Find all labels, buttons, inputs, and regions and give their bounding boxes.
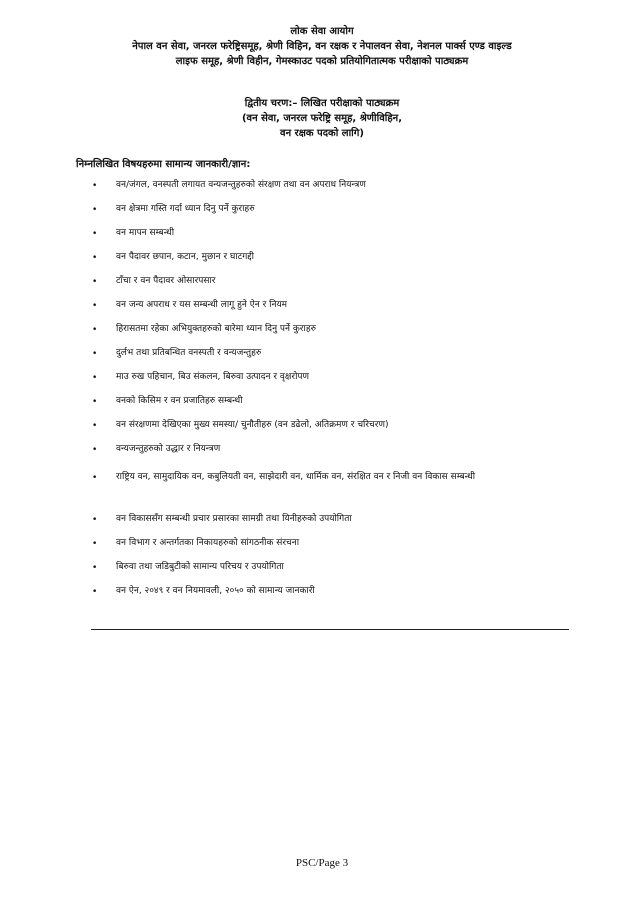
commission-title: लोक सेवा आयोग [290,26,354,37]
list-item [92,370,570,394]
list-item [92,512,570,536]
bullet-icon: • [92,373,98,383]
bullet-icon: • [92,587,98,597]
topic-text: राष्ट्रिय वन, सामुदायिक वन, कबुलियती वन, साझेदारी वन, धार्मिक वन, संरक्षित वन र निजी वन विकास सम्बन्धी [116,472,476,482]
page-footer: PSC/Page 3 [295,857,349,869]
bullet-icon: • [92,277,98,287]
bullet-icon: • [92,181,98,191]
topic-text: वन संरक्षणमा देखिएका मुख्य समस्या/ चुनौतीहरु (वन डढेलो, अतिक्रमण र चरिचरण) [116,420,389,430]
list-item [92,560,570,584]
topic-text: वनको किसिम र वन प्रजातिहरु सम्बन्धी [116,396,243,406]
stage-heading [60,96,584,141]
section-heading: निम्नलिखित विषयहरुमा सामान्य जानकारी/ज्ञान: [76,159,251,170]
topic-text: माउ रुख पहिचान, बिउ संकलन, बिरुवा उत्पादन र वृक्षरोपण [116,372,310,382]
bullet-icon: • [92,563,98,573]
topic-text: हिरासतमा रहेका अभियुक्तहरुको बारेमा ध्यान दिनु पर्ने कुराहरु [116,324,316,334]
stage-subtitle-line-1: (वन सेवा, जनरल फरेष्ट्रि समूह, श्रेणीविहिन, [241,113,402,124]
bullet-icon: • [92,349,98,359]
list-item [92,442,570,466]
topic-text: टाँचा र वन पैदावर ओसारपसार [116,276,216,286]
bullet-icon: • [92,301,98,311]
document-header [60,24,584,69]
list-item [92,250,570,274]
section-divider [91,629,569,630]
list-item [92,346,570,370]
bullet-icon: • [92,325,98,335]
topic-text: वन विकाससँग सम्बन्धी प्रचार प्रसारका सामग्री तथा यिनीहरुको उपयोगिता [116,514,352,524]
list-item [92,226,570,250]
list-item [92,536,570,560]
header-line-2: नेपाल वन सेवा, जनरल फरेष्ट्रिसमूह, श्रेणी विहिन, वन रक्षक र नेपालवन सेवा, नेशनल पार्क्स एण्ड वाइल्ड [132,41,512,52]
list-item [92,394,570,418]
list-item [92,418,570,442]
bullet-icon: • [92,205,98,215]
bullet-icon: • [92,229,98,239]
list-item [92,466,570,512]
list-item [92,178,570,202]
topic-text: वन पैदावर छपान, कटान, मुछान र घाटगद्दी [116,252,254,262]
bullet-icon: • [92,445,98,455]
list-item [92,202,570,226]
topic-list [92,178,570,608]
topic-text: दुर्लभ तथा प्रतिबन्धित वनस्पती र वन्यजन्तुहरु [116,348,262,358]
list-item [92,274,570,298]
stage-subtitle-line-2: वन रक्षक पदको लागि) [280,128,364,139]
stage-title: द्वितीय चरण:– लिखित परीक्षाको पाठ्यक्रम [244,98,400,109]
topic-text: वन क्षेत्रमा गस्ति गर्दा ध्यान दिनु पर्ने कुराहरु [116,204,255,214]
list-item [92,322,570,346]
bullet-icon: • [92,397,98,407]
header-line-3: लाइफ समूह, श्रेणी विहीन, गेमस्काउट पदको प्रतियोगितात्मक परीक्षाको पाठ्यक्रम [175,56,469,67]
bullet-icon: • [92,539,98,549]
topic-text: वन मापन सम्बन्धी [116,228,175,238]
topic-text: वन विभाग र अन्तर्गतका निकायहरुको सांगठनीक संरचना [116,538,300,548]
list-item [92,584,570,608]
bullet-icon: • [92,421,98,431]
topic-text: वन/जंगल, वनस्पती लगायत वन्यजन्तुहरुको संरक्षण तथा वन अपराध नियन्त्रण [116,180,366,190]
bullet-icon: • [92,253,98,263]
topic-text: वन ऐन, २०४९ र वन नियमावली, २०५० को सामान्य जानकारी [116,586,315,596]
bullet-icon: • [92,473,98,483]
list-item [92,298,570,322]
topic-text: वन जन्य अपराध र यस सम्बन्धी लागू हुने ऐन र नियम [116,300,288,310]
topic-text: वन्यजन्तुहरुको उद्धार र नियन्त्रण [116,444,221,454]
bullet-icon: • [92,515,98,525]
topic-text: बिरुवा तथा जडिबुटीको सामान्य परिचय र उपयोगिता [116,562,284,572]
